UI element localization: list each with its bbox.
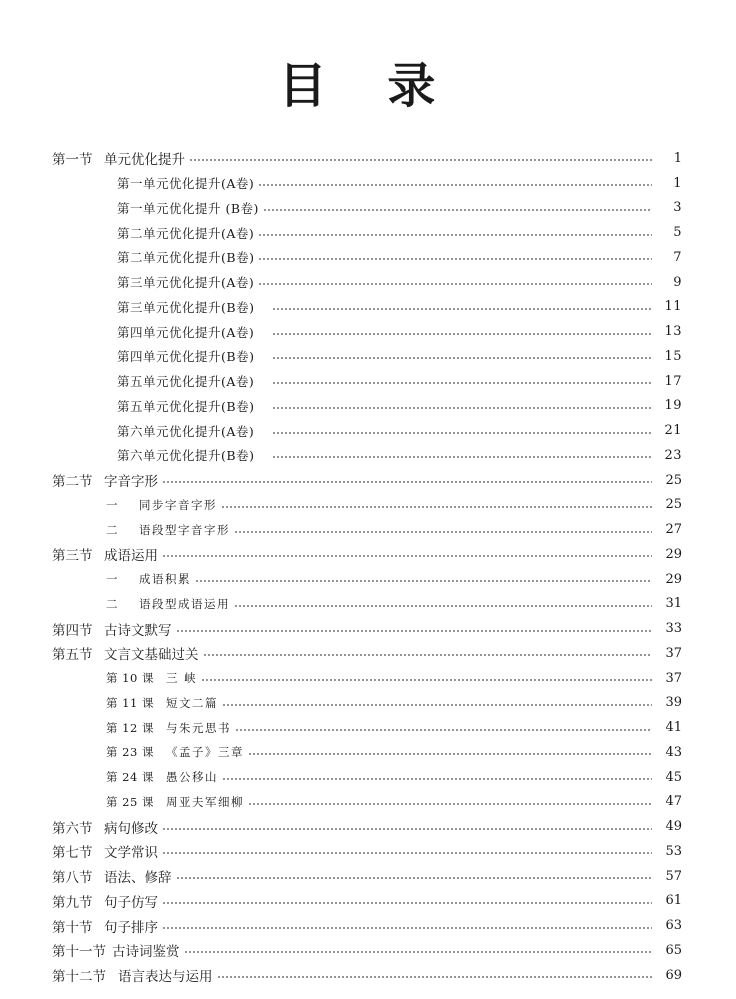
toc-entry-label: 第三单元优化提升(B卷) bbox=[117, 299, 255, 315]
toc-section-row[interactable] bbox=[0, 864, 736, 889]
toc-page-number: 27 bbox=[665, 522, 682, 538]
toc-page-number: 45 bbox=[665, 769, 682, 785]
toc-section-row[interactable] bbox=[0, 913, 736, 938]
dot-leader bbox=[195, 580, 652, 582]
dot-leader bbox=[162, 828, 652, 830]
dot-leader bbox=[162, 481, 652, 483]
toc-section-number: 二 bbox=[106, 522, 118, 537]
toc-page-number: 17 bbox=[664, 373, 682, 389]
toc-entry-label: 第四单元优化提升(A卷) bbox=[117, 324, 255, 340]
toc-section-number: 第 11 课 bbox=[106, 695, 154, 710]
toc-entry-label: 第六单元优化提升(A卷) bbox=[117, 423, 255, 439]
toc-section-number: 第六节 bbox=[52, 820, 93, 837]
toc-entry-row[interactable] bbox=[0, 418, 736, 443]
toc-entry-label: 句子排序 bbox=[104, 919, 158, 936]
toc-section-number: 第 24 课 bbox=[106, 770, 154, 785]
toc-entry-label: 古诗文默写 bbox=[104, 622, 172, 639]
toc-section-row[interactable] bbox=[0, 616, 736, 641]
toc-section-row[interactable] bbox=[0, 146, 736, 171]
toc-entry-row[interactable] bbox=[0, 443, 736, 468]
toc-entry-label: 第六单元优化提升(B卷) bbox=[117, 448, 255, 464]
dot-leader bbox=[234, 531, 652, 533]
toc-entry-label: 周亚夫军细柳 bbox=[166, 794, 244, 809]
toc-entry-row[interactable] bbox=[0, 196, 736, 221]
toc-page-number: 1 bbox=[673, 150, 682, 166]
toc-page-number: 13 bbox=[664, 324, 682, 340]
dot-leader bbox=[162, 902, 652, 904]
toc-page-number: 37 bbox=[665, 645, 682, 661]
toc-page-number: 15 bbox=[664, 348, 682, 364]
toc-entry-label: 病句修改 bbox=[104, 820, 158, 837]
toc-entry-label: 愚公移山 bbox=[166, 770, 218, 785]
toc-section-number: 第四节 bbox=[52, 622, 93, 639]
toc-section-number: 二 bbox=[106, 596, 118, 611]
toc-section-number: 第七节 bbox=[52, 845, 93, 862]
dot-leader bbox=[235, 729, 652, 731]
dot-leader bbox=[263, 209, 652, 211]
dot-leader bbox=[162, 555, 652, 557]
toc-section-number: 第 25 课 bbox=[106, 794, 154, 809]
toc-section-row[interactable] bbox=[0, 889, 736, 914]
toc-entry-label: 成语积累 bbox=[139, 572, 191, 587]
toc-section-row[interactable] bbox=[0, 963, 736, 988]
toc-entry-row[interactable] bbox=[0, 691, 736, 716]
dot-leader bbox=[248, 803, 652, 805]
toc-page-number: 19 bbox=[664, 398, 682, 414]
toc-entry-label: 文言文基础过关 bbox=[104, 647, 199, 664]
toc-entry-row[interactable] bbox=[0, 740, 736, 765]
toc-entry-label: 语段型成语运用 bbox=[139, 596, 230, 611]
dot-leader bbox=[217, 976, 653, 978]
toc-section-row[interactable] bbox=[0, 542, 736, 567]
toc-page-number: 47 bbox=[665, 794, 682, 810]
toc-entry-row[interactable] bbox=[0, 344, 736, 369]
toc-section-number: 第十二节 bbox=[52, 969, 106, 986]
dot-leader bbox=[189, 159, 652, 161]
dot-leader bbox=[258, 258, 652, 260]
dot-leader bbox=[234, 605, 652, 607]
toc-entry-label: 句子仿写 bbox=[104, 894, 158, 911]
table-of-contents bbox=[0, 146, 736, 988]
toc-section-number: 第 12 课 bbox=[106, 720, 154, 735]
toc-entry-label: 第一单元优化提升(A卷) bbox=[117, 176, 255, 192]
toc-entry-row[interactable] bbox=[0, 270, 736, 295]
toc-entry-label: 语言表达与运用 bbox=[118, 969, 213, 986]
toc-entry-row[interactable] bbox=[0, 592, 736, 617]
toc-page-number: 1 bbox=[673, 175, 682, 191]
toc-page-number: 25 bbox=[665, 472, 682, 488]
toc-page-number: 29 bbox=[665, 571, 682, 587]
toc-section-number: 第十一节 bbox=[52, 944, 106, 961]
dot-leader bbox=[258, 283, 652, 285]
toc-section-row[interactable] bbox=[0, 938, 736, 963]
toc-entry-row[interactable] bbox=[0, 245, 736, 270]
toc-entry-label: 语法、修辞 bbox=[104, 870, 172, 887]
toc-page-number: 33 bbox=[665, 621, 682, 637]
toc-section-row[interactable] bbox=[0, 814, 736, 839]
toc-page-number: 31 bbox=[665, 596, 682, 612]
toc-section-number: 第一节 bbox=[52, 152, 93, 169]
dot-leader bbox=[184, 951, 653, 953]
dot-leader bbox=[248, 753, 652, 755]
dot-leader bbox=[203, 654, 653, 656]
toc-section-number: 第五节 bbox=[52, 647, 93, 664]
toc-page-number: 39 bbox=[665, 695, 682, 711]
dot-leader bbox=[176, 877, 653, 879]
toc-section-number: 第 23 课 bbox=[106, 745, 154, 760]
toc-section-number: 第 10 课 bbox=[106, 671, 154, 686]
toc-entry-row[interactable] bbox=[0, 666, 736, 691]
toc-entry-label: 第五单元优化提升(B卷) bbox=[117, 398, 255, 414]
toc-page-number: 43 bbox=[665, 744, 682, 760]
toc-page-number: 21 bbox=[664, 423, 682, 439]
toc-entry-row[interactable] bbox=[0, 295, 736, 320]
page-title: 目 录 bbox=[278, 58, 458, 114]
toc-page-number: 9 bbox=[673, 274, 682, 290]
toc-entry-label: 单元优化提升 bbox=[104, 152, 185, 169]
dot-leader bbox=[272, 407, 652, 409]
toc-section-number: 第二节 bbox=[52, 474, 93, 491]
toc-entry-row[interactable] bbox=[0, 567, 736, 592]
toc-entry-label: 字音字形 bbox=[104, 474, 158, 491]
dot-leader bbox=[222, 704, 652, 706]
toc-page-number: 11 bbox=[664, 299, 682, 315]
toc-entry-label: 第二单元优化提升(B卷) bbox=[117, 250, 255, 266]
dot-leader bbox=[221, 506, 652, 508]
toc-entry-label: 同步字音字形 bbox=[139, 497, 217, 512]
toc-entry-row[interactable] bbox=[0, 765, 736, 790]
dot-leader bbox=[272, 382, 652, 384]
toc-page-number: 7 bbox=[673, 249, 682, 265]
toc-section-number: 第九节 bbox=[52, 894, 93, 911]
toc-section-row[interactable] bbox=[0, 641, 736, 666]
toc-page-number: 57 bbox=[665, 868, 682, 884]
toc-entry-label: 古诗词鉴赏 bbox=[112, 944, 180, 961]
toc-entry-row[interactable] bbox=[0, 171, 736, 196]
toc-entry-row[interactable] bbox=[0, 394, 736, 419]
dot-leader bbox=[258, 234, 652, 236]
dot-leader bbox=[201, 679, 652, 681]
toc-section-number: 一 bbox=[106, 497, 118, 512]
toc-entry-label: 第三单元优化提升(A卷) bbox=[117, 275, 255, 291]
toc-entry-label: 第二单元优化提升(A卷) bbox=[117, 225, 255, 241]
toc-section-number: 第十节 bbox=[52, 919, 93, 936]
dot-leader bbox=[272, 308, 652, 310]
toc-entry-label: 第四单元优化提升(B卷) bbox=[117, 349, 255, 365]
toc-entry-label: 文学常识 bbox=[104, 845, 158, 862]
toc-page-number: 25 bbox=[665, 497, 682, 513]
toc-page-number: 49 bbox=[665, 819, 682, 835]
toc-entry-label: 语段型字音字形 bbox=[139, 522, 230, 537]
toc-entry-label: 成语运用 bbox=[104, 548, 158, 565]
toc-entry-label: 第五单元优化提升(A卷) bbox=[117, 374, 255, 390]
dot-leader bbox=[272, 432, 652, 434]
toc-page-number: 5 bbox=[673, 225, 682, 241]
toc-page-number: 37 bbox=[665, 670, 682, 686]
toc-entry-row[interactable] bbox=[0, 319, 736, 344]
toc-page-number: 65 bbox=[665, 942, 682, 958]
toc-page-number: 63 bbox=[665, 918, 682, 934]
toc-entry-label: 三 峡 bbox=[166, 671, 198, 686]
toc-page-number: 3 bbox=[673, 200, 682, 216]
toc-page-number: 41 bbox=[665, 720, 682, 736]
toc-entry-row[interactable] bbox=[0, 517, 736, 542]
dot-leader bbox=[258, 184, 652, 186]
dot-leader bbox=[162, 852, 652, 854]
toc-entry-row[interactable] bbox=[0, 493, 736, 518]
dot-leader bbox=[222, 778, 652, 780]
toc-page-number: 23 bbox=[664, 447, 682, 463]
toc-entry-row[interactable] bbox=[0, 790, 736, 815]
toc-section-number: 一 bbox=[106, 572, 118, 587]
dot-leader bbox=[272, 456, 652, 458]
toc-page-number: 29 bbox=[665, 546, 682, 562]
toc-entry-label: 《孟子》三章 bbox=[166, 745, 244, 760]
toc-section-number: 第三节 bbox=[52, 548, 93, 565]
toc-entry-row[interactable] bbox=[0, 715, 736, 740]
dot-leader bbox=[272, 333, 652, 335]
toc-entry-label: 与朱元思书 bbox=[166, 720, 231, 735]
toc-entry-label: 短文二篇 bbox=[166, 695, 218, 710]
toc-page-number: 61 bbox=[665, 893, 682, 909]
toc-section-row[interactable] bbox=[0, 468, 736, 493]
toc-entry-row[interactable] bbox=[0, 220, 736, 245]
toc-page-number: 69 bbox=[665, 967, 682, 983]
toc-section-number: 第八节 bbox=[52, 870, 93, 887]
dot-leader bbox=[176, 630, 653, 632]
dot-leader bbox=[272, 357, 652, 359]
dot-leader bbox=[162, 927, 652, 929]
toc-entry-label: 第一单元优化提升 (B卷) bbox=[117, 200, 259, 216]
toc-entry-row[interactable] bbox=[0, 369, 736, 394]
toc-page-number: 53 bbox=[665, 843, 682, 859]
toc-section-row[interactable] bbox=[0, 839, 736, 864]
